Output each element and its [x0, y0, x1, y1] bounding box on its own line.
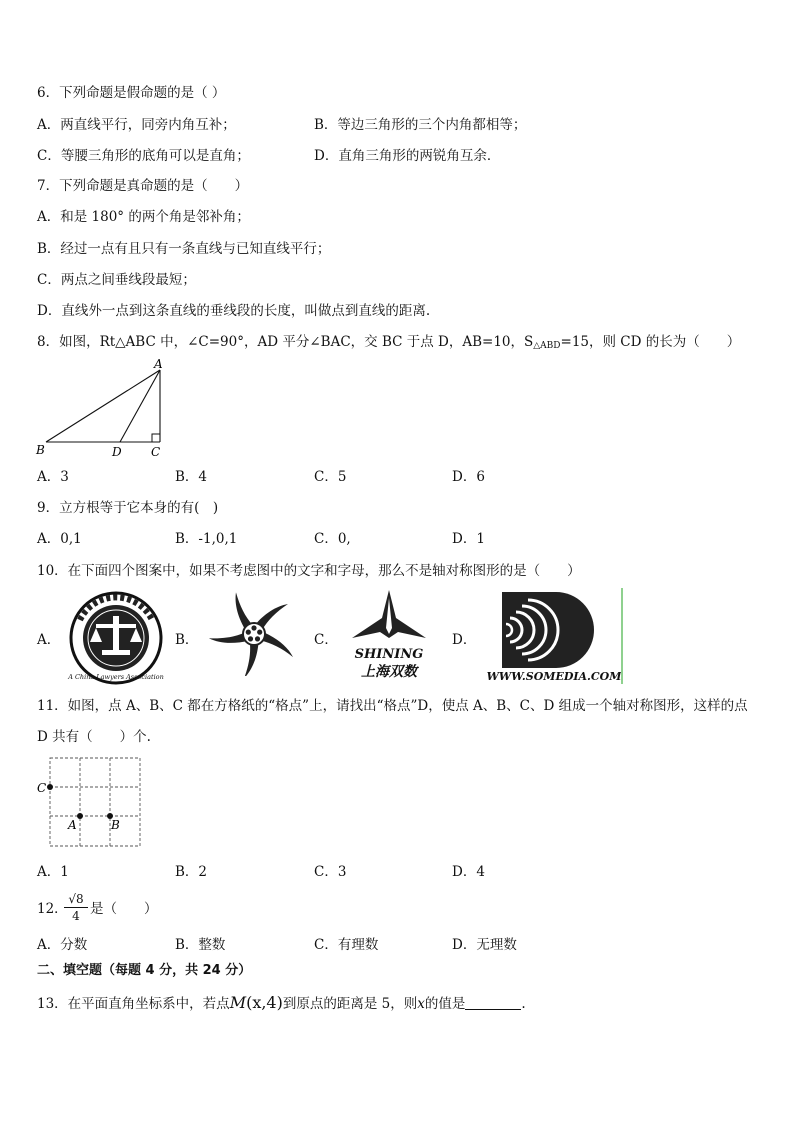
q11-grid-figure — [34, 754, 146, 850]
somedia-logo-text: WWW.SOMEDIA.COM — [486, 670, 622, 683]
q8-stem-part2: =15，则 CD 的长为（ ） — [560, 334, 741, 350]
q8-label-b: B — [36, 443, 45, 457]
q7-option-a: A．和是 180° 的两个角是邻补角； — [37, 209, 250, 225]
q13-end: . — [521, 996, 526, 1012]
q11-option-b: B．2 — [175, 864, 208, 880]
q10-label-d: D． — [452, 632, 477, 648]
section-title-fill-in: 二、填空题（每题 4 分，共 24 分） — [37, 963, 252, 978]
pinwheel-logo — [208, 592, 300, 676]
q11-option-c: C．3 — [314, 864, 347, 880]
q8-stem — [37, 333, 740, 355]
q11-stem-line2: D 共有（ ）个. — [37, 729, 151, 745]
q8-option-b: B．4 — [175, 469, 208, 485]
q10-label-c: C． — [314, 632, 338, 648]
q6-option-a: A．两直线平行，同旁内角互补； — [37, 117, 236, 133]
q11-label-c: C — [37, 781, 47, 795]
q12-denominator: 4 — [72, 909, 80, 923]
q11-stem-line1: 11．如图，点 A、B、C 都在方格纸的“格点”上，请找出“格点”D，使点 A、B、C、D 组成一个轴对称图形，这样的点 — [37, 698, 748, 714]
q11-option-d: D．4 — [452, 864, 485, 880]
q6-option-d: D．直角三角形的两锐角互余． — [314, 148, 501, 164]
q11-option-a: A．1 — [37, 864, 69, 880]
q8-option-a: A．3 — [37, 469, 69, 485]
q9-stem: 9．立方根等于它本身的有( ) — [37, 500, 219, 516]
q12-number: 12． — [37, 901, 68, 917]
q11-label-b: B — [111, 818, 120, 832]
q8-option-c: C．5 — [314, 469, 347, 485]
q9-option-b: B．-1,0,1 — [175, 531, 238, 547]
q8-option-d: D．6 — [452, 469, 485, 485]
q12-option-a: A．分数 — [37, 937, 88, 953]
q13-answer-blank[interactable] — [465, 995, 521, 1010]
q8-stem-subscript: △ABD — [533, 341, 561, 351]
q8-stem-part1: 8．如图，Rt△ABC 中，∠C=90°，AD 平分∠BAC，交 BC 于点 D，AB=10，S — [37, 334, 534, 350]
q9-option-a: A．0,1 — [37, 531, 82, 547]
shining-logo-cn-text: 上海双数 — [361, 664, 417, 680]
q8-triangle-figure — [30, 356, 180, 460]
q6-option-b: B．等边三角形的三个内角都相等； — [314, 117, 527, 133]
q13-part3: 的值是 — [424, 996, 466, 1012]
q13-stem — [37, 994, 526, 1013]
q6-stem: 6．下列命题是假命题的是（ ） — [37, 85, 226, 101]
q9-option-c: C．0, — [314, 531, 351, 547]
q8-label-a: A — [154, 357, 163, 371]
q8-label-c: C — [151, 445, 161, 459]
q12-option-d: D．无理数 — [452, 937, 517, 953]
q10-label-a: A． — [37, 632, 61, 648]
q13-coordinates: (x,4) — [246, 993, 283, 1012]
q12-option-b: B．整数 — [175, 937, 226, 953]
q13-part2: 到原点的距离是 5，则 — [282, 996, 418, 1012]
q7-option-d: D．直线外一点到这条直线的垂线段的长度，叫做点到直线的距离. — [37, 303, 431, 319]
q8-label-d: D — [112, 445, 122, 459]
shining-logo — [346, 588, 432, 680]
q7-option-b: B．经过一点有且只有一条直线与已知直线平行； — [37, 241, 331, 257]
q12-stem: 是（ ） — [90, 901, 158, 917]
shining-logo-text: SHINING — [354, 647, 424, 662]
q10-stem: 10．在下面四个图案中，如果不考虑图中的文字和字母，那么不是轴对称图形的是（ ） — [37, 563, 581, 579]
q13-variable: x — [417, 996, 425, 1012]
q13-part1: 13．在平面直角坐标系中，若点 — [37, 996, 230, 1012]
q11-point-c — [47, 784, 53, 790]
q10-label-b: B． — [175, 632, 199, 648]
q11-label-a: A — [68, 818, 77, 832]
q9-option-d: D．1 — [452, 531, 485, 547]
q13-point-name: M — [229, 993, 247, 1012]
q12-option-c: C．有理数 — [314, 937, 379, 953]
q11-point-a — [77, 813, 83, 819]
somedia-logo — [484, 586, 624, 684]
q7-option-c: C．两点之间垂线段最短； — [37, 272, 196, 288]
lawyers-logo-text: A China Lawyers Association — [68, 673, 164, 681]
q12-numerator: √8 — [64, 892, 88, 908]
lawyers-association-logo — [66, 590, 166, 686]
q12-fraction — [64, 892, 88, 923]
q7-stem: 7．下列命题是真命题的是（ ） — [37, 178, 249, 194]
q6-option-c: C．等腰三角形的底角可以是直角； — [37, 148, 250, 164]
